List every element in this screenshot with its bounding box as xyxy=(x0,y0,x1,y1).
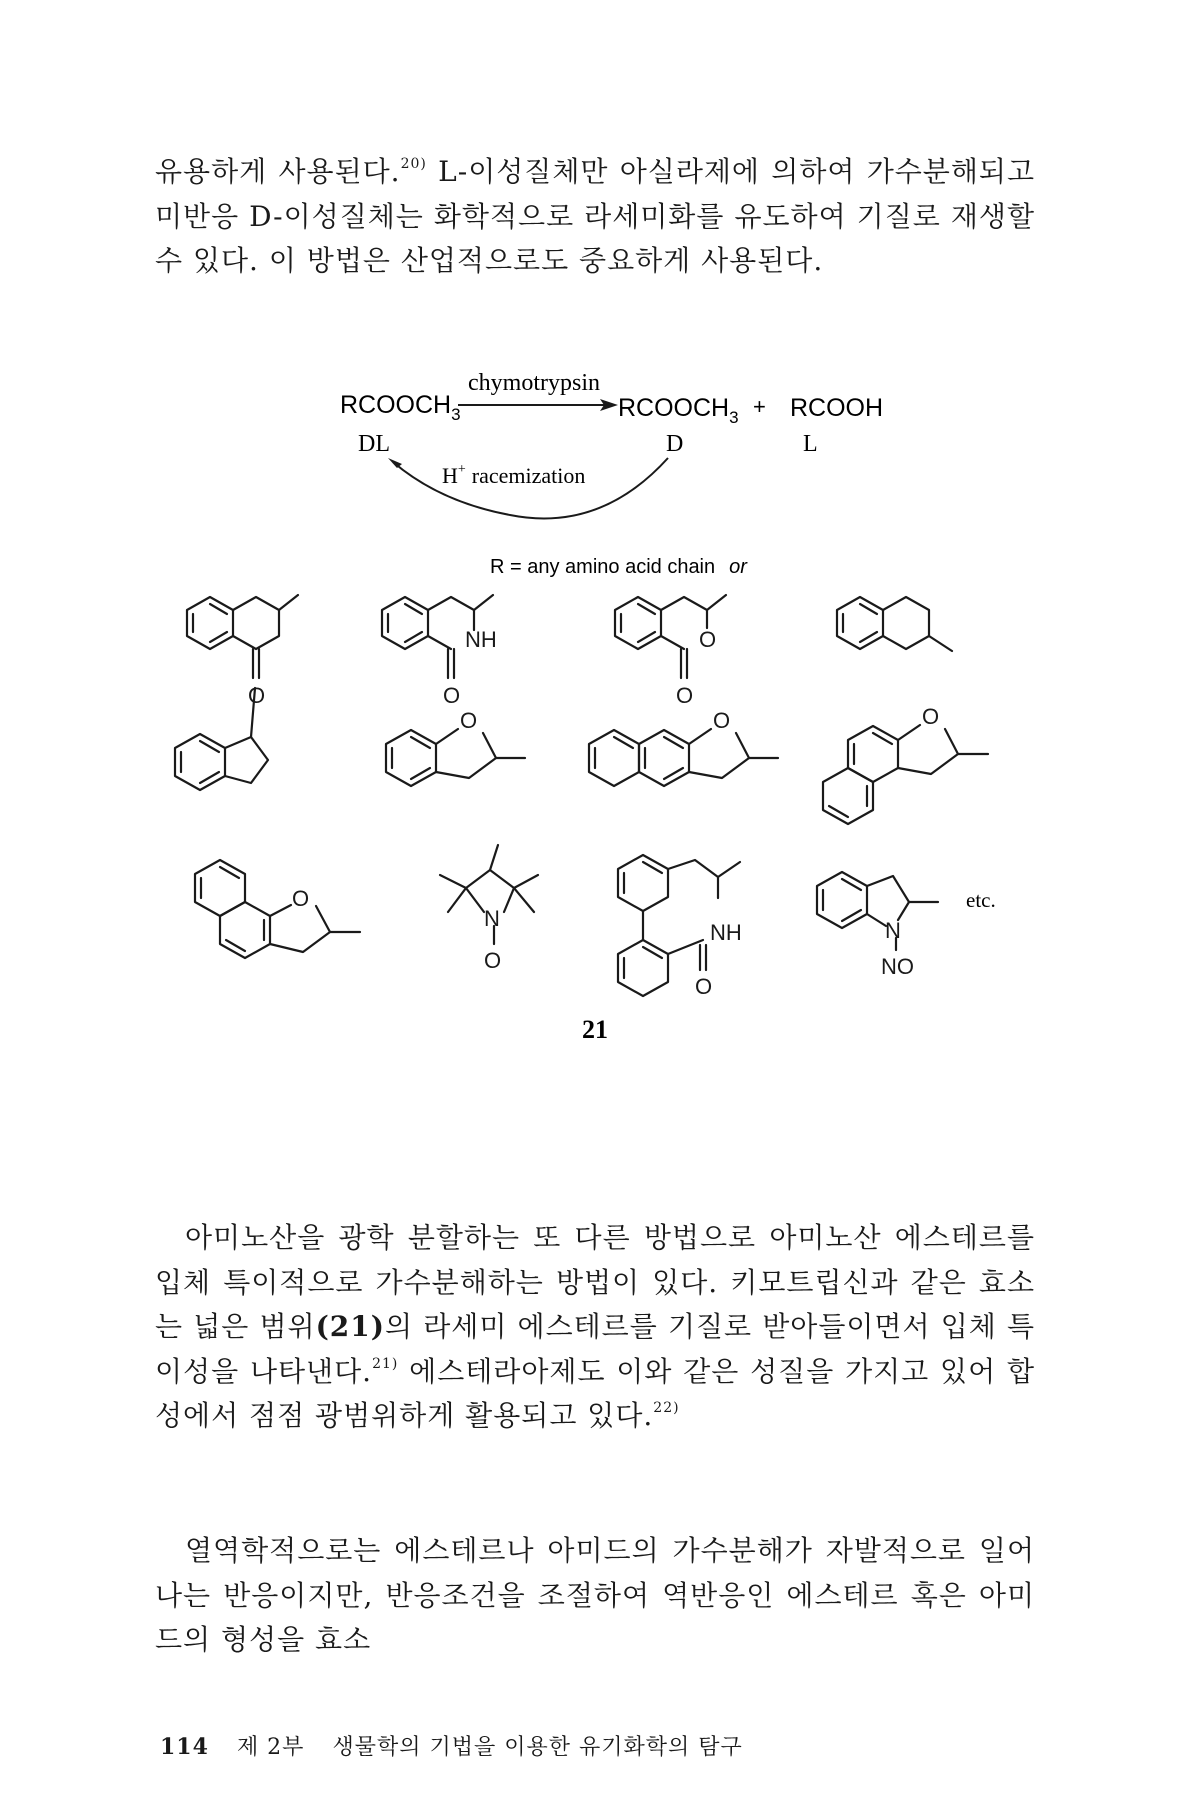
structure-naphthofuran-linear xyxy=(589,708,778,786)
plus-sign: + xyxy=(753,394,766,419)
structure-indane xyxy=(175,688,268,790)
product-ester-label: D xyxy=(666,431,684,457)
structure-naphthofuran-bent xyxy=(195,860,360,958)
atom-oxygen: O xyxy=(460,708,478,733)
atom-oxygen: O xyxy=(484,948,502,973)
racemization-label: H+ racemization xyxy=(442,462,586,488)
atom-oxygen: O xyxy=(695,974,713,999)
reference-marker: 22) xyxy=(653,1400,680,1416)
structure-naphthofuran-angular xyxy=(823,704,988,824)
atom-oxygen: O xyxy=(922,704,940,729)
structure-dihydrobenzofuran xyxy=(386,708,525,786)
structure-tempo-nitroxide xyxy=(440,845,538,973)
compound-reference: (21) xyxy=(315,1310,386,1343)
structure-isochromanone xyxy=(615,595,726,708)
atom-oxygen: O xyxy=(676,683,694,708)
structure-dibenzazocinone xyxy=(618,855,742,999)
etc-label: etc. xyxy=(966,888,996,912)
compound-number: 21 xyxy=(582,1015,608,1044)
paragraph-top xyxy=(155,150,1035,284)
paragraph-text: L-이성질체만 아실라제에 의하여 가수분해되고 미반응 D-이성질체는 화학적으로 라세미화를 유도하여 기질로 재생할 수 있다. 이 방법은 산업적으로도 중요하게 사용된다. xyxy=(155,155,1035,277)
reference-marker: 20) xyxy=(400,156,427,172)
structure-dihydroisoquinolinone xyxy=(382,595,497,708)
reaction-scheme xyxy=(0,340,1200,1210)
r-definition: R = any amino acid chain or xyxy=(490,556,747,578)
paragraph-text: 에스테라아제도 이와 같은 성질을 가지고 있어 합성에서 점점 광범위하게 활용되고 있다. xyxy=(155,1354,1036,1432)
page-number: 114 xyxy=(160,1734,209,1760)
atom-oxygen: O xyxy=(292,886,310,911)
paragraph-text: 유용하게 사용된다. xyxy=(155,155,401,188)
reference-marker: 21) xyxy=(372,1355,399,1372)
atom-nh: NH xyxy=(710,920,742,945)
structure-tetralin xyxy=(837,597,952,651)
product-acid-formula: RCOOH xyxy=(790,394,884,422)
atom-oxygen: O xyxy=(699,627,717,652)
paragraph-bottom xyxy=(155,1529,1035,1663)
atom-nh: NH xyxy=(465,627,497,652)
page-footer xyxy=(160,1730,743,1761)
atom-oxygen: O xyxy=(443,683,461,708)
paragraph-middle xyxy=(155,1216,1035,1439)
reactant-formula: $RCOOCH_3$ xyxy=(340,391,461,424)
paragraph-text: 아미노산을 광학 분할하는 또 다른 방법으로 아미노산 에스테르를 입체 특이적으로 가수분해하는 방법이 있다. 키모트립신과 같은 효소는 넓은 범위 xyxy=(155,1221,1035,1343)
part-label: 제 2부 xyxy=(236,1735,305,1760)
paragraph-text: 의 라세미 에스테르를 기질로 받아들이면서 입체 특이성을 나타낸다. xyxy=(155,1310,1035,1388)
product-acid-label: L xyxy=(803,431,818,457)
atom-oxygen: O xyxy=(248,683,266,708)
reaction-equation xyxy=(340,370,883,578)
paragraph-text: 열역학적으로는 에스테르나 아미드의 가수분해가 자발적으로 일어나는 반응이지만, 반응조건을 조절하여 역반응인 에스테르 혹은 아미드의 형성을 효소 xyxy=(155,1534,1035,1656)
product-ester-formula: $RCOOCH_3$ xyxy=(618,394,739,427)
structure-tetralone xyxy=(187,595,298,708)
atom-nitrogen: N xyxy=(885,918,901,943)
reactant-label: DL xyxy=(358,431,390,457)
structure-n-nitrosoindoline xyxy=(817,872,938,979)
running-title: 생물학의 기법을 이용한 유기화학의 탐구 xyxy=(332,1735,743,1760)
atom-no: NO xyxy=(881,954,914,979)
enzyme-label: chymotrypsin xyxy=(468,370,600,396)
atom-oxygen: O xyxy=(713,708,731,733)
atom-nitrogen: N xyxy=(484,906,500,931)
